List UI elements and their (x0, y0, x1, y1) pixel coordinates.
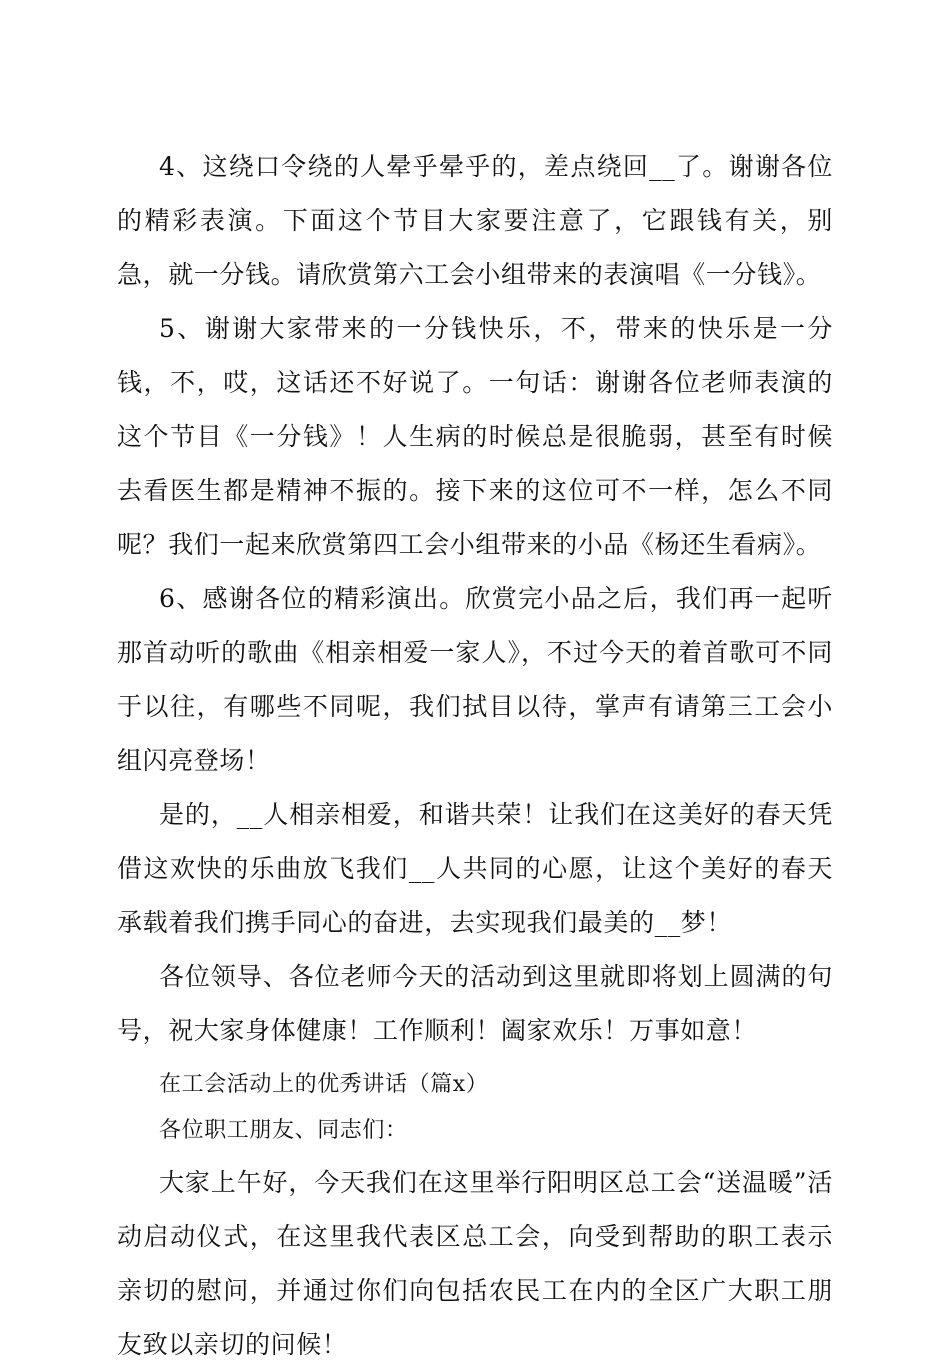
paragraph-closing-remarks: 各位领导、各位老师今天的活动到这里就即将划上圆满的句号，祝大家身体健康！工作顺利！阖家欢乐！万事如意！ (117, 962, 833, 1045)
paragraph-closing-wish: 是的，__人相亲相爱，和谐共荣！让我们在这美好的春天凭借这欢快的乐曲放飞我们__人共同的心愿，让这个美好的春天承载着我们携手同心的奋进，去实现我们最美的__梦！ (117, 800, 833, 937)
paragraph-opening-speech: 大家上午好，今天我们在这里举行阳明区总工会“送温暖”活动启动仪式，在这里我代表区总工会，向受到帮助的职工表示亲切的慰问，并通过你们向包括农民工在内的全区广大职工朋友致以亲切的问候！ (117, 1168, 833, 1359)
document-body (117, 140, 833, 1372)
salutation: 各位职工朋友、同志们： (159, 1118, 408, 1143)
section-heading: 在工会活动上的优秀讲话（篇x） (159, 1072, 489, 1097)
paragraph-item-5: 5、谢谢大家带来的一分钱快乐，不，带来的快乐是一分钱，不，哎，这话还不好说了。一句话：谢谢各位老师表演的这个节目《一分钱》！人生病的时候总是很脆弱，甚至有时候去看医生都是精神不振的。接下来的这位可不一样，怎么不同呢？我们一起来欣赏第四工会小组带来的小品《杨还生看病》。 (117, 314, 833, 559)
paragraph-item-6: 6、感谢各位的精彩演出。欣赏完小品之后，我们再一起听那首动听的歌曲《相亲相爱一家人》，不过今天的着首歌可不同于以往，有哪些不同呢，我们拭目以待，掌声有请第三工会小组闪亮登场！ (117, 584, 833, 775)
paragraph-item-4: 4、这绕口令绕的人晕乎晕乎的，差点绕回__了。谢谢各位的精彩表演。下面这个节目大家要注意了，它跟钱有关，别急，就一分钱。请欣赏第六工会小组带来的表演唱《一分钱》。 (117, 152, 833, 289)
